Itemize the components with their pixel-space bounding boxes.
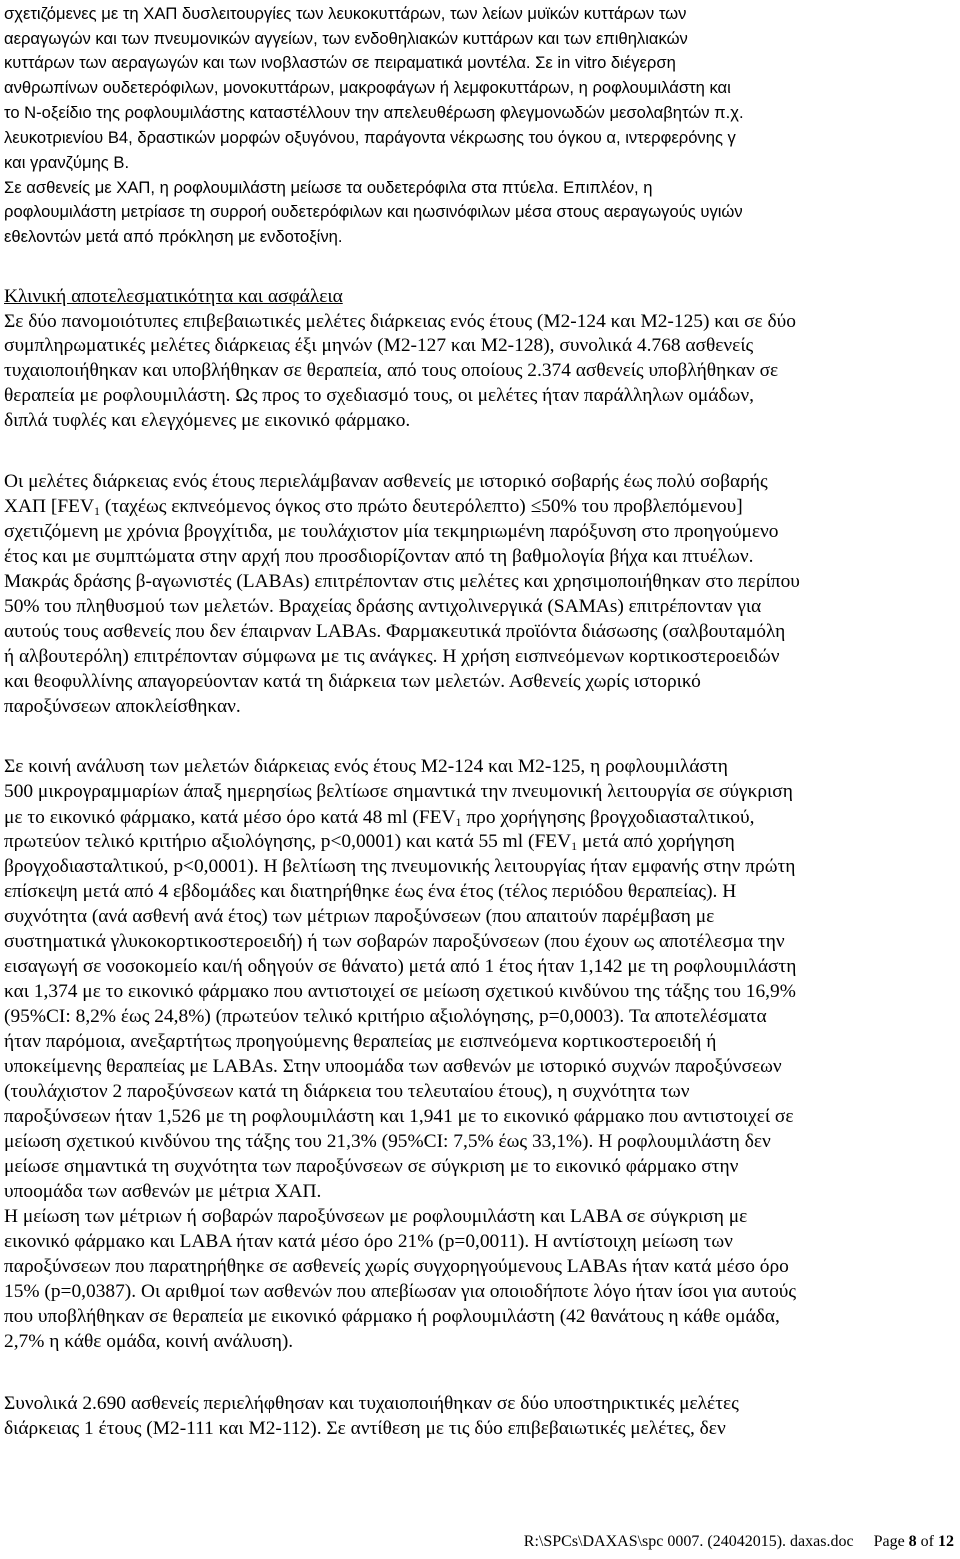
footer-page-label: Page <box>873 1533 905 1550</box>
text-line: Σε κοινή ανάλυση των μελετών διάρκειας ενός έτους M2-124 και M2-125, η ροφλουμιλάστη <box>4 756 728 777</box>
text-line: ή αλβουτερόλη) επιτρέπονταν σύμφωνα με τις ανάγκες. Η χρήση εισπνεόμενων κορτικοστεροειδών <box>4 646 780 667</box>
footer-page-total: 12 <box>938 1533 954 1550</box>
text-line: Συνολικά 2.690 ασθενείς περιελήφθησαν και τυχαιοποιήθηκαν σε δύο υποστηρικτικές μελέτες <box>4 1393 739 1414</box>
footer-of-label: of <box>920 1533 934 1550</box>
text-line: συχνότητα (ανά ασθενή ανά έτος) των μέτριων παροξύνσεων (που απαιτούν παρέμβαση με <box>4 906 715 927</box>
text-segment: ΧΑΠ [FEV <box>4 496 94 517</box>
text-line: κυττάρων των αεραγωγών και των ινοβλαστών σε πειραματικά μοντέλα. Σε in vitro διέγερση <box>4 53 676 72</box>
text-line: 15% (p=0,0387). Οι αριθμοί των ασθενών που απεβίωσαν για οποιοδήποτε λόγο ήταν ίσοι για αυτούς <box>4 1281 797 1302</box>
text-line: έτος και με συμπτώματα στην αρχή που προσδιορίζονταν από τη βαθμολογία βήχα και πτυέλων. <box>4 546 754 567</box>
text-line: παροξύνσεων αποκλείσθηκαν. <box>4 696 241 717</box>
footer-page-number: 8 <box>908 1533 917 1550</box>
text-line: σχετιζόμενες με τη ΧΑΠ δυσλειτουργίες των λευκοκυττάρων, των λείων μυϊκών κυττάρων των <box>4 4 687 23</box>
text-line: 2,7% η κάθε ομάδα, κοινή ανάλυση). <box>4 1331 294 1352</box>
text-line: υποκείμενης θεραπείας με LABAs. Στην υποομάδα των ασθενών με ιστορικό συχνών παροξύνσεων <box>4 1056 782 1077</box>
text-line: (τουλάχιστον 2 παροξύνσεων κατά τη διάρκεια του τελευταίου έτους), η συχνότητα των <box>4 1081 690 1102</box>
text-line: και θεοφυλλίνης απαγορεύονταν κατά τη διάρκεια των μελετών. Ασθενείς χωρίς ιστορικό <box>4 671 701 692</box>
text-line: βρογχοδιασταλτικού, p<0,0001). Η βελτίωση της πνευμονικής λειτουργίας ήταν εμφανής στην πρώτη <box>4 856 796 877</box>
subscript: 1 <box>455 815 462 829</box>
page-footer <box>524 1533 954 1551</box>
footer-file-path: R:\SPCs\DAXAS\spc 0007. (24042015). daxas.doc <box>523 1533 854 1550</box>
text-line: επίσκεψη μετά από 4 εβδομάδες και διατηρήθηκε έως ένα έτος (τέλος περιόδου θεραπείας). Η <box>4 881 737 902</box>
text-line: τυχαιοποιήθηκαν και υποβλήθηκαν σε θεραπεία, από τους οποίους 2.374 ασθενείς υποβλήθηκαν σε <box>4 360 779 381</box>
text-line: υποομάδα των ασθενών με μέτρια ΧΑΠ. <box>4 1181 322 1202</box>
text-line: Σε δύο πανομοιότυπες επιβεβαιωτικές μελέτες διάρκειας ενός έτους (M2-124 και M2-125) και σε δύο <box>4 311 796 332</box>
text-line: Η μείωση των μέτριων ή σοβαρών παροξύνσεων με ροφλουμιλάστη και LABA σε σύγκριση με <box>4 1206 748 1227</box>
text-line: εθελοντών μετά από πρόκληση με ενδοτοξίνη. <box>4 227 343 246</box>
text-line: αυτούς τους ασθενείς που δεν έπαιρναν LABAs. Φαρμακευτικά προϊόντα διάσωσης (σαλβουταμόλη <box>4 621 786 642</box>
text-line: Σε ασθενείς με ΧΑΠ, η ροφλουμιλάστη μείωσε τα ουδετερόφιλα στα πτύελα. Επιπλέον, η <box>4 178 653 197</box>
text-line: διπλά τυφλές και ελεγχόμενες με εικονικό φάρμακο. <box>4 410 411 431</box>
text-line <box>4 830 735 854</box>
text-segment: προ χορήγησης βρογχοδιασταλτικού, <box>461 807 755 828</box>
text-line: και 1,374 με το εικονικό φάρμακο που αντιστοιχεί σε μείωση σχετικού κινδύνου της τάξης του 16,9% <box>4 981 796 1002</box>
text-segment: (ταχέως εκπνεόμενος όγκος στο πρώτο δευτερόλεπτο) ≤50% του προβλεπόμενου] <box>99 496 743 517</box>
text-line: μείωσε σημαντικά τη συχνότητα των παροξύνσεων σε σύγκριση με το εικονικό φάρμακο στην <box>4 1156 739 1177</box>
text-line: παροξύνσεων που παρατηρήθηκε σε ασθενείς χωρίς συγχορηγούμενους LABAs ήταν κατά μέσο όρο <box>4 1256 789 1277</box>
text-line <box>4 806 754 830</box>
text-line: και γρανζύμης Β. <box>4 153 130 172</box>
text-segment: με το εικονικό φάρμακο, κατά μέσο όρο κατά 48 ml (FEV <box>4 807 456 828</box>
section-heading: Κλινική αποτελεσματικότητα και ασφάλεια <box>4 286 343 307</box>
text-line: συστηματικά γλυκοκορτικοστεροειδή) ή των σοβαρών παροξύνσεων (που έχουν ως αποτέλεσμα την <box>4 931 785 952</box>
text-line: αεραγωγών και των πνευμονικών αγγείων, των ενδοθηλιακών κυττάρων και των επιθηλιακών <box>4 29 688 48</box>
text-line: διάρκειας 1 έτους (M2-111 και M2-112). Σε αντίθεση με τις δύο επιβεβαιωτικές μελέτες, δεν <box>4 1418 726 1439</box>
subscript: 1 <box>571 839 578 853</box>
text-line: το Ν-οξείδιο της ροφλουμιλάστης καταστέλλουν την απελευθέρωση φλεγμονωδών μεσολαβητών π.χ. <box>4 103 744 122</box>
text-line: Μακράς δράσης β-αγωνιστές (LABAs) επιτρέπονταν στις μελέτες και χρησιμοποιήθηκαν στο περίπου <box>4 571 800 592</box>
text-line: Οι μελέτες διάρκειας ενός έτους περιελάμβαναν ασθενείς με ιστορικό σοβαρής έως πολύ σοβαρής <box>4 471 768 492</box>
text-line: ανθρωπίνων ουδετερόφιλων, μονοκυττάρων, μακροφάγων ή λεμφοκυττάρων, η ροφλουμιλάστη και <box>4 78 731 97</box>
text-line: θεραπεία με ροφλουμιλάστη. Ως προς το σχεδιασμό τους, οι μελέτες ήταν παράλληλων ομάδων, <box>4 385 754 406</box>
text-line <box>4 495 743 519</box>
text-line: εικονικό φάρμακο και LABA ήταν κατά μέσο όρο 21% (p=0,0011). Η αντίστοιχη μείωση των <box>4 1231 733 1252</box>
text-line: που υποβλήθηκαν σε θεραπεία με εικονικό φάρμακο ή ροφλουμιλάστη (42 θανάτους η κάθε ομάδα, <box>4 1306 780 1327</box>
text-line: 50% του πληθυσμού των μελετών. Βραχείας δράσης αντιχολινεργικά (SAMAs) επιτρέπονταν για <box>4 596 762 617</box>
text-line: ήταν παρόμοια, ανεξαρτήτως προηγούμενης θεραπείας με εισπνεόμενα κορτικοστεροειδή ή <box>4 1031 717 1052</box>
text-line: συμπληρωματικές μελέτες διάρκειας έξι μηνών (M2-127 και M2-128), συνολικά 4.768 ασθενείς <box>4 335 754 356</box>
text-segment: πρωτεύον τελικό κριτήριο αξιολόγησης, p<0,0001) και κατά 55 ml (FEV <box>4 831 572 852</box>
text-line: μείωση σχετικού κινδύνου της τάξης του 21,3% (95%CI: 7,5% έως 33,1%). Η ροφλουμιλάστη δεν <box>4 1131 771 1152</box>
subscript: 1 <box>93 504 100 518</box>
text-line: λευκοτριενίου Β4, δραστικών μορφών οξυγόνου, παράγοντα νέκρωσης του όγκου α, ιντερφερόνης γ <box>4 128 736 147</box>
text-line: 500 μικρογραμμαρίων άπαξ ημερησίως βελτίωσε σημαντικά την πνευμονική λειτουργία σε σύγκριση <box>4 781 793 802</box>
text-line: ροφλουμιλάστη μετρίασε τη συρροή ουδετερόφιλων και ηωσινόφιλων μέσα στους αεραγωγούς υγιών <box>4 202 743 221</box>
text-segment: μετά από χορήγηση <box>577 831 735 852</box>
text-line: σχετιζόμενη με χρόνια βρογχίτιδα, με τουλάχιστον μία τεκμηριωμένη παρόξυνση στο προηγούμενο <box>4 521 779 542</box>
text-line: εισαγωγή σε νοσοκομείο και/ή οδηγούν σε θάνατο) μετά από 1 έτος ήταν 1,142 με τη ροφλουμιλάστη <box>4 956 797 977</box>
text-line: παροξύνσεων ήταν 1,526 με τη ροφλουμιλάστη και 1,941 με το εικονικό φάρμακο που αντιστοιχεί σε <box>4 1106 794 1127</box>
text-line: (95%CI: 8,2% έως 24,8%) (πρωτεύον τελικό κριτήριο αξιολόγησης, p=0,0003). Τα αποτελέσματα <box>4 1006 767 1027</box>
